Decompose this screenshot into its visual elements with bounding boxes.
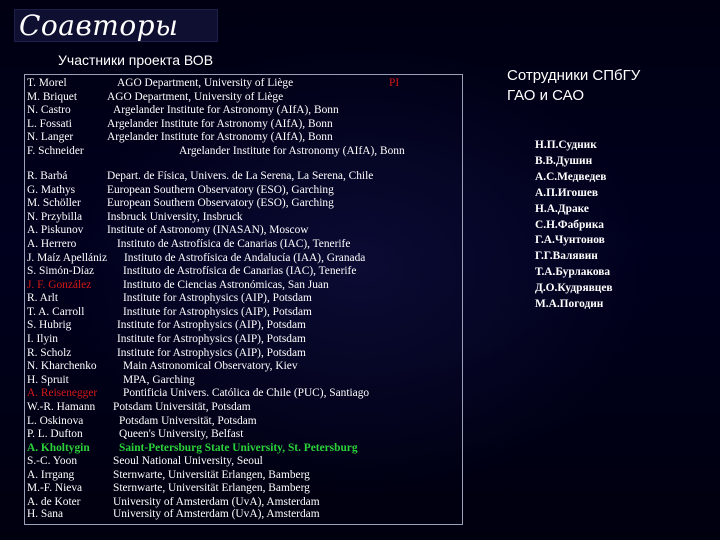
participant-row (27, 373, 195, 387)
staff-item: С.Н.Фабрика (535, 218, 604, 231)
participant-affiliation: Argelander Institute for Astronomy (AIfA), Bonn (107, 117, 333, 130)
participant-row (27, 131, 333, 144)
participant-row-highlight (27, 387, 370, 400)
participant-affiliation: Sternwarte, Universität Erlangen, Bamberg (113, 482, 310, 495)
participant-row (27, 76, 400, 90)
participant-name: F. Schneider (27, 144, 84, 157)
participant-name: H. Spruit (27, 373, 69, 386)
participant-name: N. Kharchenko (27, 360, 97, 373)
participant-row (27, 210, 243, 224)
participant-row (27, 265, 357, 278)
participant-affiliation: Depart. de Física, Univers. de La Serena, La Serena, Chile (107, 170, 374, 183)
participant-affiliation: Instituto de Astrofísica de Canarias (IAC), Tenerife (123, 265, 357, 278)
staff-item: Г.А.Чунтонов (535, 234, 605, 247)
participant-affiliation: Instituto de Astrofísica de Andalucía (IAA), Granada (124, 251, 366, 264)
participant-row (27, 333, 306, 346)
participant-row (27, 428, 244, 441)
participant-row (27, 292, 312, 305)
participant-affiliation: Argelander Institute for Astronomy (AIfA), Bonn (113, 104, 339, 117)
participant-affiliation: Argelander Institute for Astronomy (AIfA), Bonn (179, 144, 405, 157)
participant-affiliation: Saint-Petersburg State University, St. Petersburg (119, 441, 358, 454)
participant-row (27, 237, 351, 251)
pi-label: PI (389, 76, 400, 89)
participant-name: R. Arlt (27, 292, 59, 305)
participant-name: N. Castro (27, 104, 71, 117)
staff-item: Н.А.Драке (535, 202, 589, 215)
participant-name: P. L. Dufton (27, 428, 83, 441)
participant-row (27, 360, 298, 373)
page-title: Соавторы (19, 9, 179, 42)
staff-item: Д.О.Кудрявцев (535, 282, 613, 295)
participant-name: J. F. González (27, 278, 92, 291)
staff-heading (507, 66, 707, 106)
participant-row (27, 144, 405, 158)
staff-heading-line2: ГАО и САО (507, 87, 585, 104)
participant-row (27, 251, 366, 265)
participant-affiliation: Institute for Astrophysics (AIP), Potsdam (117, 333, 306, 346)
participant-name: I. Ilyin (27, 333, 59, 346)
participant-affiliation: Institute for Astrophysics (AIP), Potsdam (123, 292, 312, 305)
participant-affiliation: University of Amsterdam (UvA), Amsterdam (113, 495, 320, 508)
staff-list (535, 138, 613, 313)
participant-name: A. Reisenegger (27, 387, 98, 400)
participant-row (27, 346, 306, 360)
staff-item: Н.П.Судник (535, 139, 597, 151)
participant-affiliation: Queen's University, Belfast (119, 428, 244, 441)
participant-affiliation: Instituto de Ciencias Astronómicas, San Juan (123, 278, 329, 291)
participant-affiliation: MPA, Garching (123, 373, 195, 386)
participant-name: G. Mathys (27, 183, 76, 196)
participants-list (24, 74, 463, 525)
participant-row (27, 224, 309, 237)
participant-name: L. Oskinova (27, 414, 84, 427)
participant-affiliation: Seoul National University, Seoul (113, 455, 263, 468)
staff-item: В.В.Душин (535, 154, 593, 167)
participant-affiliation: AGO Department, University of Liège (107, 90, 284, 103)
participant-name: S. Hubrig (27, 319, 72, 332)
participant-name: M. Schöller (27, 197, 81, 210)
participant-row-highlight (27, 441, 358, 455)
participant-row-highlight (27, 278, 329, 292)
participant-name: R. Scholz (27, 346, 72, 359)
participant-name: A. de Koter (27, 495, 81, 508)
participant-affiliation: AGO Department, University of Liège (117, 76, 294, 89)
participant-name: L. Fossati (27, 117, 72, 130)
participant-row (27, 170, 374, 183)
participant-name: W.-R. Hamann (27, 400, 96, 413)
participant-affiliation: Argelander Institute for Astronomy (AIfA), Bonn (107, 131, 333, 144)
participant-name: A. Herrero (27, 237, 77, 250)
participant-name: T. Morel (27, 76, 67, 89)
participant-row (27, 482, 310, 495)
participant-affiliation: Sternwarte, Universität Erlangen, Bamberg (113, 468, 310, 481)
participant-name: A. Piskunov (27, 224, 84, 237)
participant-affiliation: Insbruck University, Insbruck (107, 210, 243, 223)
participant-row (27, 104, 339, 117)
participant-affiliation: Pontificia Univers. Católica de Chile (PUC), Santiago (123, 387, 370, 400)
participant-row (27, 90, 284, 104)
participant-affiliation: Institute for Astrophysics (AIP), Potsdam (123, 305, 312, 318)
participant-affiliation: European Southern Observatory (ESO), Garching (107, 183, 334, 196)
participant-name: H. Sana (27, 507, 64, 520)
participant-row (27, 400, 251, 414)
participant-name: S.-C. Yoon (27, 455, 78, 468)
title-box (14, 9, 218, 42)
page-subtitle: Участники проекта ВОВ (58, 52, 214, 68)
staff-heading-line1: Сотрудники СПбГУ (507, 67, 641, 84)
participant-row (27, 455, 263, 468)
staff-item: М.А.Погодин (535, 298, 604, 311)
participant-row (27, 468, 310, 482)
participant-row (27, 183, 334, 197)
participant-name: A. Irrgang (27, 468, 75, 481)
participant-row (27, 414, 257, 428)
staff-item: А.С.Медведев (535, 170, 607, 183)
staff-item: Г.Г.Валявин (535, 250, 598, 263)
participant-row (27, 305, 312, 319)
staff-item: А.П.Игошев (535, 186, 599, 199)
participant-name: M.-F. Nieva (27, 482, 83, 495)
participant-name: N. Langer (27, 131, 74, 144)
participant-row (27, 117, 333, 131)
participants-list-overflow (24, 522, 461, 536)
participant-name: T. A. Carroll (27, 305, 85, 318)
participant-affiliation: University of Amsterdam (UvA), Amsterdam (113, 507, 320, 520)
participant-row (27, 197, 334, 210)
participant-row (27, 319, 306, 332)
participant-name: N. Przybilla (27, 210, 83, 223)
participant-affiliation: Instituto de Astrofísica de Canarias (IAC), Tenerife (117, 237, 351, 250)
participant-row (27, 507, 320, 521)
participant-affiliation: Potsdam Universität, Potsdam (113, 400, 251, 413)
participant-affiliation: Main Astronomical Observatory, Kiev (123, 360, 298, 373)
participant-affiliation: Institute of Astronomy (INASAN), Moscow (107, 224, 309, 237)
participant-name: S. Simón-Díaz (27, 265, 95, 278)
staff-item: Т.А.Бурлакова (535, 266, 611, 279)
participant-name: J. Maíz Apellániz (27, 251, 108, 264)
participant-affiliation: Potsdam Universität, Potsdam (119, 414, 257, 427)
participant-name: M. Briquet (27, 90, 77, 103)
participant-name: A. Kholtygin (27, 441, 90, 454)
participant-affiliation: Institute for Astrophysics (AIP), Potsdam (117, 346, 306, 359)
participant-name: R. Barbá (27, 170, 68, 183)
participant-affiliation: Institute for Astrophysics (AIP), Potsdam (117, 319, 306, 332)
participant-affiliation: European Southern Observatory (ESO), Garching (107, 197, 334, 210)
